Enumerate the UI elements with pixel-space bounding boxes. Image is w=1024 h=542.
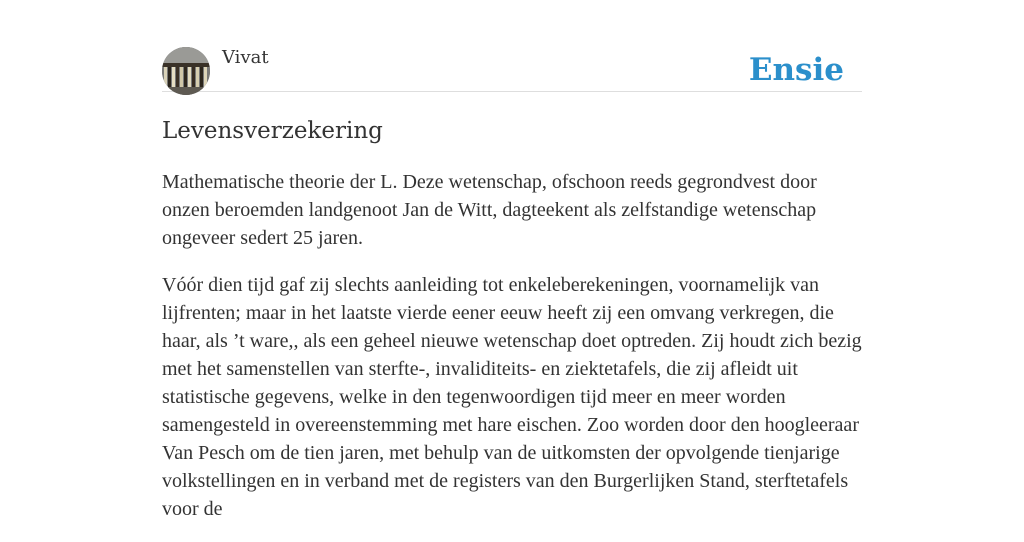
site-header (162, 0, 862, 92)
publisher-avatar[interactable] (162, 47, 210, 95)
publisher-name[interactable]: Vivat (222, 47, 269, 68)
article-paragraph: Vóór dien tijd gaf zij slechts aanleiding tot enkeleberekeningen, voornamelijk van lijfrenten; maar in het laatste vierde eener eeuw heeft zij een omvang verkregen, die haar, als ’t ware,, als een geheel nieuwe wetenschap doet optreden. Zij houdt zich bezig met het samenstellen van sterfte-, invaliditeits- en ziektetafels, die zij afleidt uit statistische gegevens, welke in den tegenwoordigen tijd meer en meer worden samengesteld in overeenstemming met hare eischen. Zoo worden door den hoogleeraar Van Pesch om de tien jaren, met behulp van de uitkomsten der opvolgende tienjarige volkstellingen en in verband met de registers van den Burgerlijken Stand, sterftetafels voor de (162, 274, 862, 520)
brand-logo[interactable]: Ensie (748, 52, 844, 88)
article-paragraph: Mathematische theorie der L. Deze wetenschap, ofschoon reeds gegrondvest door onzen beroemden landgenoot Jan de Witt, dagteekent als zelfstandige wetenschap ongeveer sedert 25 jaren. (162, 171, 817, 249)
book-spines-icon (162, 47, 210, 95)
article-page (162, 0, 862, 520)
article-title: Levensverzekering (162, 118, 383, 144)
article-body (162, 168, 862, 542)
